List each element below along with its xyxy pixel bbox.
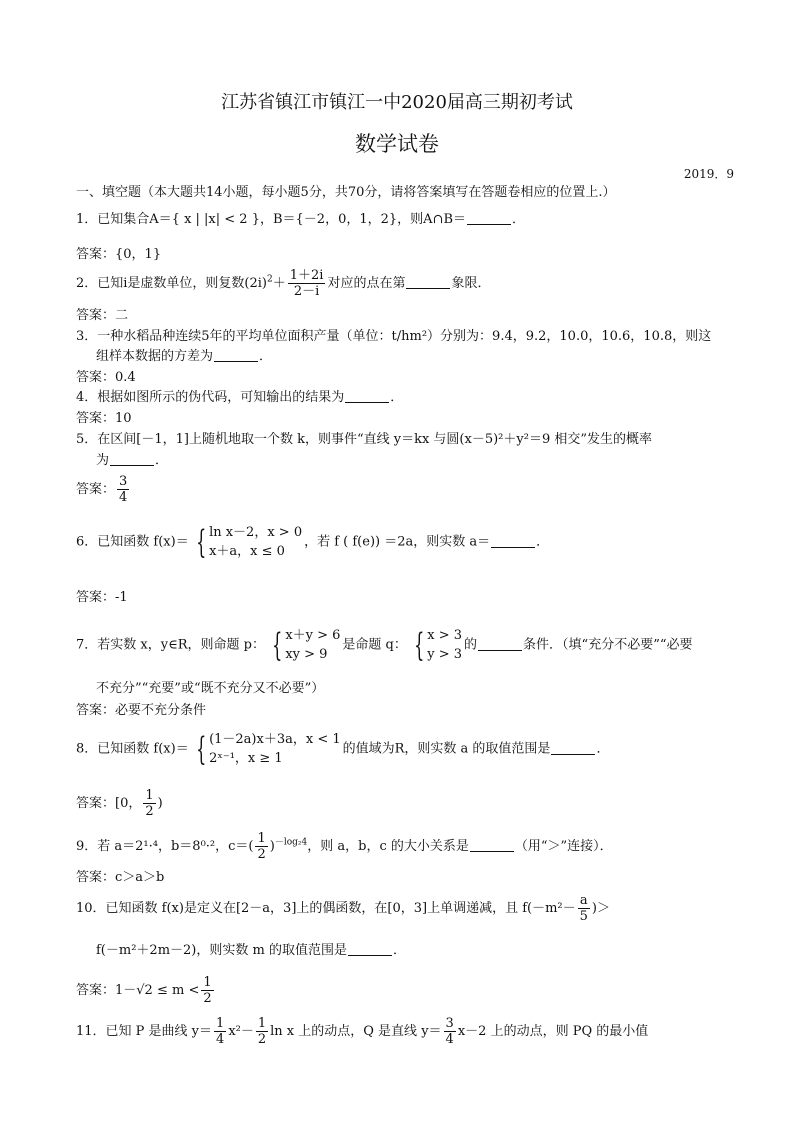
answer-9: 答案：c＞a＞b bbox=[76, 870, 165, 885]
answer-6: 答案：-1 bbox=[76, 590, 128, 605]
question-10: 10．已知函数 f(x)是定义在[2－a，3]上的偶函数，在[0，3]上单调递减，且 f(－m²－ $\frac{a}{5}$ )＞ bbox=[76, 893, 610, 924]
answer-blank bbox=[345, 390, 389, 403]
proposition-q-system: { x > 3 y > 3 bbox=[413, 626, 463, 664]
question-11: 11．已知 P 是曲线 y＝ $\frac{1}{4}$ x²－ $\frac{1}{2}$ ln x 上的动点，Q 是直线 y＝ $\frac{3}{4}$ x－2 上的动点，则 PQ 的最小值 bbox=[76, 1016, 649, 1047]
question-3-line-1: 3．一种水稻品种连续5年的平均单位面积产量（单位：t/hm²）分别为：9.4，9.2，10.0，10.6，10.8，则这 bbox=[76, 329, 712, 344]
question-5-line-2: 为 ． bbox=[96, 453, 169, 468]
fraction: $\frac{1}{2}$ bbox=[145, 788, 154, 819]
question-7-line-2: 不充分”“充要”或“既不充分又不必要”） bbox=[96, 681, 325, 696]
fraction: $\frac{3}{4}$ bbox=[445, 1016, 454, 1047]
left-brace: { bbox=[195, 523, 206, 561]
question-9: 9．若 a＝2¹·⁴，b＝8⁰·²，c＝( $\frac{1}{2}$ )$^{-log_24}$，则 a，b，c 的大小关系是 （用“＞”连接）． bbox=[76, 831, 613, 862]
left-brace: { bbox=[195, 730, 206, 768]
answer-blank bbox=[348, 943, 392, 956]
answer-blank bbox=[214, 349, 258, 362]
answer-blank bbox=[478, 638, 522, 651]
answer-blank bbox=[551, 742, 595, 755]
exam-title: 江苏省镇江市镇江一中2020届高三期初考试 bbox=[221, 92, 573, 113]
question-6: 6．已知函数 f(x)＝ { ln x－2，x > 0 x＋a，x ≤ 0 ，若 f ( f(e)) ＝2a，则实数 a＝ ． bbox=[76, 523, 550, 561]
answer-8: 答案：[0， $\frac{1}{2}$ ) bbox=[76, 788, 163, 819]
fraction: $\frac{1+2i}{2-i}$ bbox=[289, 268, 324, 299]
answer-1: 答案：{0，1} bbox=[76, 247, 162, 262]
answer-blank bbox=[467, 212, 511, 225]
answer-blank bbox=[491, 535, 535, 548]
left-brace: { bbox=[272, 626, 283, 664]
question-4: 4．根据如图所示的伪代码，可知输出的结果为 ． bbox=[76, 390, 404, 405]
section-heading: 一、填空题（本大题共14小题，每小题5分，共70分，请将答案填写在答题卷相应的位置上.） bbox=[76, 185, 616, 200]
answer-10: 答案：1－√2 ≤ m < $\frac{1}{2}$ bbox=[76, 975, 212, 1006]
answer-blank bbox=[110, 453, 154, 466]
answer-7: 答案：必要不充分条件 bbox=[76, 703, 207, 718]
exam-date: 2019．9 bbox=[683, 167, 734, 181]
question-5-line-1: 5．在区间[－1，1]上随机地取一个数 k，则事件“直线 y＝kx 与圆(x－5)²＋y²＝9 相交”发生的概率 bbox=[76, 432, 652, 447]
question-7: 7．若实数 x，y∈R，则命题 p： { x＋y > 6 xy > 9 是命题 q： { x > 3 y > 3 的 条件．（填“充分不必要”“必要 bbox=[76, 626, 693, 664]
fraction: $\frac{3}{4}$ bbox=[119, 474, 128, 505]
question-3-line-2: 组样本数据的方差为 ． bbox=[96, 349, 273, 364]
piecewise-system: { ln x－2，x > 0 x＋a，x ≤ 0 bbox=[195, 523, 303, 561]
answer-4: 答案：10 bbox=[76, 411, 132, 426]
question-10-line-2: f(－m²＋2m－2)，则实数 m 的取值范围是 ． bbox=[96, 943, 406, 958]
question-2: 2．已知i是虚数单位，则复数$(2i)^2+$ $\frac{1+2i}{2-i}$ 对应的点在第 象限． bbox=[76, 268, 491, 299]
answer-blank bbox=[406, 276, 450, 289]
exam-subtitle: 数学试卷 bbox=[355, 132, 439, 156]
left-brace: { bbox=[413, 626, 425, 664]
proposition-p-system: { x＋y > 6 xy > 9 bbox=[272, 626, 341, 664]
answer-2: 答案：二 bbox=[76, 308, 129, 323]
question-1: 1．已知集合A＝{ x | |x| < 2 }，B＝{－2，0，1，2}，则A∩B＝ ． bbox=[76, 212, 526, 227]
fraction: $\frac{1}{2}$ bbox=[257, 831, 266, 862]
answer-3: 答案：0.4 bbox=[76, 370, 136, 385]
question-8: 8．已知函数 f(x)＝ { (1－2a)x＋3a，x < 1 2ˣ⁻¹，x ≥ 1 的值域为R，则实数 a 的取值范围是 ． bbox=[76, 730, 610, 768]
answer-blank bbox=[470, 839, 514, 852]
fraction: $\frac{1}{2}$ bbox=[203, 975, 212, 1006]
fraction: $\frac{1}{2}$ bbox=[257, 1016, 267, 1047]
set-a: { x | |x| < 2 } bbox=[171, 212, 260, 227]
fraction: $\frac{a}{5}$ bbox=[579, 893, 588, 924]
piecewise-system: { (1－2a)x＋3a，x < 1 2ˣ⁻¹，x ≥ 1 bbox=[195, 730, 341, 768]
fraction: $\frac{1}{4}$ bbox=[216, 1016, 225, 1047]
answer-5: 答案： $\frac{3}{4}$ bbox=[76, 474, 128, 505]
